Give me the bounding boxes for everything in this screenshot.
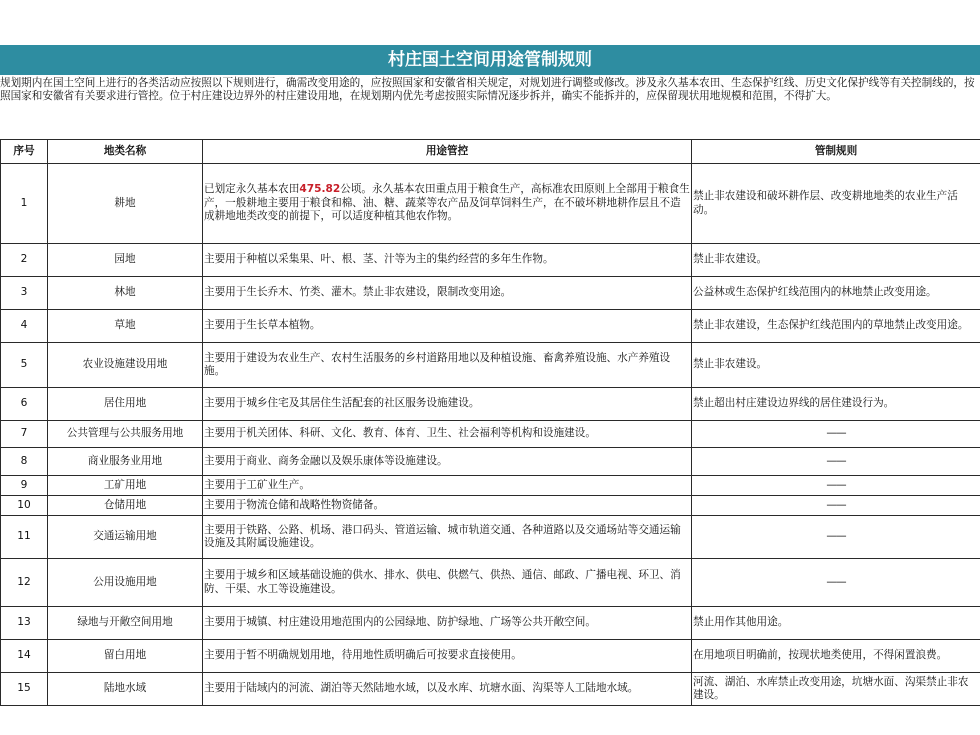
- control-rule: 禁止非农建设。: [692, 244, 980, 277]
- control-rule: ——: [692, 421, 980, 448]
- row-number: 7: [1, 421, 48, 448]
- land-type-name: 园地: [48, 244, 203, 277]
- intro-paragraph: 规划期内在国土空间上进行的各类活动应按照以下规则进行，确需改变用途的，应按照国家和安徽省相关规定，对规划进行调整或修改。涉及永久基本农田、生态保护红线、历史文化保护线等有关控制线的，按照国家和安徽省有关要求进行管控。位于村庄建设边界外的村庄建设用地，在规划期内优先考虑按照实际情况逐步拆并，确实不能拆并的，应保留现状用地规模和范围，不得扩大。: [0, 77, 975, 103]
- header-use: 用途管控: [203, 140, 692, 164]
- use-control: 主要用于商业、商务金融以及娱乐康体等设施建设。: [203, 448, 692, 476]
- control-rule: 禁止超出村庄建设边界线的居住建设行为。: [692, 388, 980, 421]
- table-row: [1, 277, 980, 310]
- use-control: 主要用于建设为农业生产、农村生活服务的乡村道路用地以及种植设施、畜禽养殖设施、水产养殖设施。: [203, 343, 692, 388]
- land-type-name: 公用设施用地: [48, 559, 203, 607]
- row-number: 15: [1, 673, 48, 706]
- table-row: [1, 448, 980, 476]
- land-type-name: 陆地水域: [48, 673, 203, 706]
- row-number: 3: [1, 277, 48, 310]
- row-number: 12: [1, 559, 48, 607]
- land-type-name: 草地: [48, 310, 203, 343]
- land-type-name: 仓储用地: [48, 496, 203, 516]
- land-type-name: 商业服务业用地: [48, 448, 203, 476]
- header-no: 序号: [1, 140, 48, 164]
- row-number: 14: [1, 640, 48, 673]
- table-row: [1, 559, 980, 607]
- use-control: 主要用于城镇、村庄建设用地范围内的公园绿地、防护绿地、广场等公共开敞空间。: [203, 607, 692, 640]
- header-name: 地类名称: [48, 140, 203, 164]
- control-rule: ——: [692, 476, 980, 496]
- land-type-name: 绿地与开敞空间用地: [48, 607, 203, 640]
- control-rule: ——: [692, 448, 980, 476]
- land-type-name: 公共管理与公共服务用地: [48, 421, 203, 448]
- row-number: 8: [1, 448, 48, 476]
- page-title: 村庄国土空间用途管制规则: [0, 45, 980, 75]
- land-type-name: 留白用地: [48, 640, 203, 673]
- rules-table: [0, 139, 980, 706]
- table-row: [1, 388, 980, 421]
- table-row: [1, 421, 980, 448]
- row-number: 4: [1, 310, 48, 343]
- land-type-name: 耕地: [48, 164, 203, 244]
- use-control: 主要用于机关团体、科研、文化、教育、体育、卫生、社会福利等机构和设施建设。: [203, 421, 692, 448]
- control-rule: 禁止非农建设和破坏耕作层、改变耕地地类的农业生产活动。: [692, 164, 980, 244]
- row-number: 13: [1, 607, 48, 640]
- use-control: 主要用于物流仓储和战略性物资储备。: [203, 496, 692, 516]
- table-row: [1, 310, 980, 343]
- control-rule: 禁止非农建设，生态保护红线范围内的草地禁止改变用途。: [692, 310, 980, 343]
- row-number: 9: [1, 476, 48, 496]
- land-type-name: 林地: [48, 277, 203, 310]
- control-rule: ——: [692, 559, 980, 607]
- row-number: 11: [1, 516, 48, 559]
- land-type-name: 居住用地: [48, 388, 203, 421]
- land-type-name: 农业设施建设用地: [48, 343, 203, 388]
- use-text-pre: 已划定永久基本农田: [204, 183, 300, 196]
- control-rule: 公益林或生态保护红线范围内的林地禁止改变用途。: [692, 277, 980, 310]
- use-control: 主要用于暂不明确规划用地，待用地性质明确后可按要求直接使用。: [203, 640, 692, 673]
- table-row: [1, 343, 980, 388]
- header-rule: 管制规则: [692, 140, 980, 164]
- land-type-name: 工矿用地: [48, 476, 203, 496]
- row-number: 2: [1, 244, 48, 277]
- farmland-area-value: 475.82: [299, 183, 341, 196]
- table-row: [1, 640, 980, 673]
- use-control: 主要用于种植以采集果、叶、根、茎、汁等为主的集约经营的多年生作物。: [203, 244, 692, 277]
- use-control: 主要用于生长乔木、竹类、灌木。禁止非农建设，限制改变用途。: [203, 277, 692, 310]
- row-number: 6: [1, 388, 48, 421]
- table-row: [1, 476, 980, 496]
- table-row: [1, 164, 980, 244]
- table-row: [1, 496, 980, 516]
- use-control: [203, 164, 692, 244]
- control-rule: 河流、湖泊、水库禁止改变用途，坑塘水面、沟渠禁止非农建设。: [692, 673, 980, 706]
- use-control: 主要用于铁路、公路、机场、港口码头、管道运输、城市轨道交通、各种道路以及交通场站等交通运输设施及其附属设施建设。: [203, 516, 692, 559]
- use-control: 主要用于生长草本植物。: [203, 310, 692, 343]
- land-type-name: 交通运输用地: [48, 516, 203, 559]
- row-number: 10: [1, 496, 48, 516]
- table-row: [1, 516, 980, 559]
- use-control: 主要用于城乡和区域基础设施的供水、排水、供电、供燃气、供热、通信、邮政、广播电视、环卫、消防、干渠、水工等设施建设。: [203, 559, 692, 607]
- table-row: [1, 607, 980, 640]
- table-row: [1, 244, 980, 277]
- use-control: 主要用于城乡住宅及其居住生活配套的社区服务设施建设。: [203, 388, 692, 421]
- use-control: 主要用于陆域内的河流、湖泊等天然陆地水域，以及水库、坑塘水面、沟渠等人工陆地水域。: [203, 673, 692, 706]
- control-rule: 在用地项目明确前，按现状地类使用，不得闲置浪费。: [692, 640, 980, 673]
- control-rule: ——: [692, 516, 980, 559]
- use-text-post: 公顷。永久基本农田重点用于粮食生产，高标准农田原则上全部用于粮食生产，一般耕地主要用于粮食和棉、油、糖、蔬菜等农产品及饲草饲料生产，在不破坏耕地耕作层且不造成耕地地类改变的前提下，可以适度种植其他农作物。: [204, 183, 690, 223]
- row-number: 1: [1, 164, 48, 244]
- use-control: 主要用于工矿业生产。: [203, 476, 692, 496]
- control-rule: ——: [692, 496, 980, 516]
- table-row: [1, 673, 980, 706]
- table-header-row: [1, 140, 980, 164]
- control-rule: 禁止非农建设。: [692, 343, 980, 388]
- row-number: 5: [1, 343, 48, 388]
- control-rule: 禁止用作其他用途。: [692, 607, 980, 640]
